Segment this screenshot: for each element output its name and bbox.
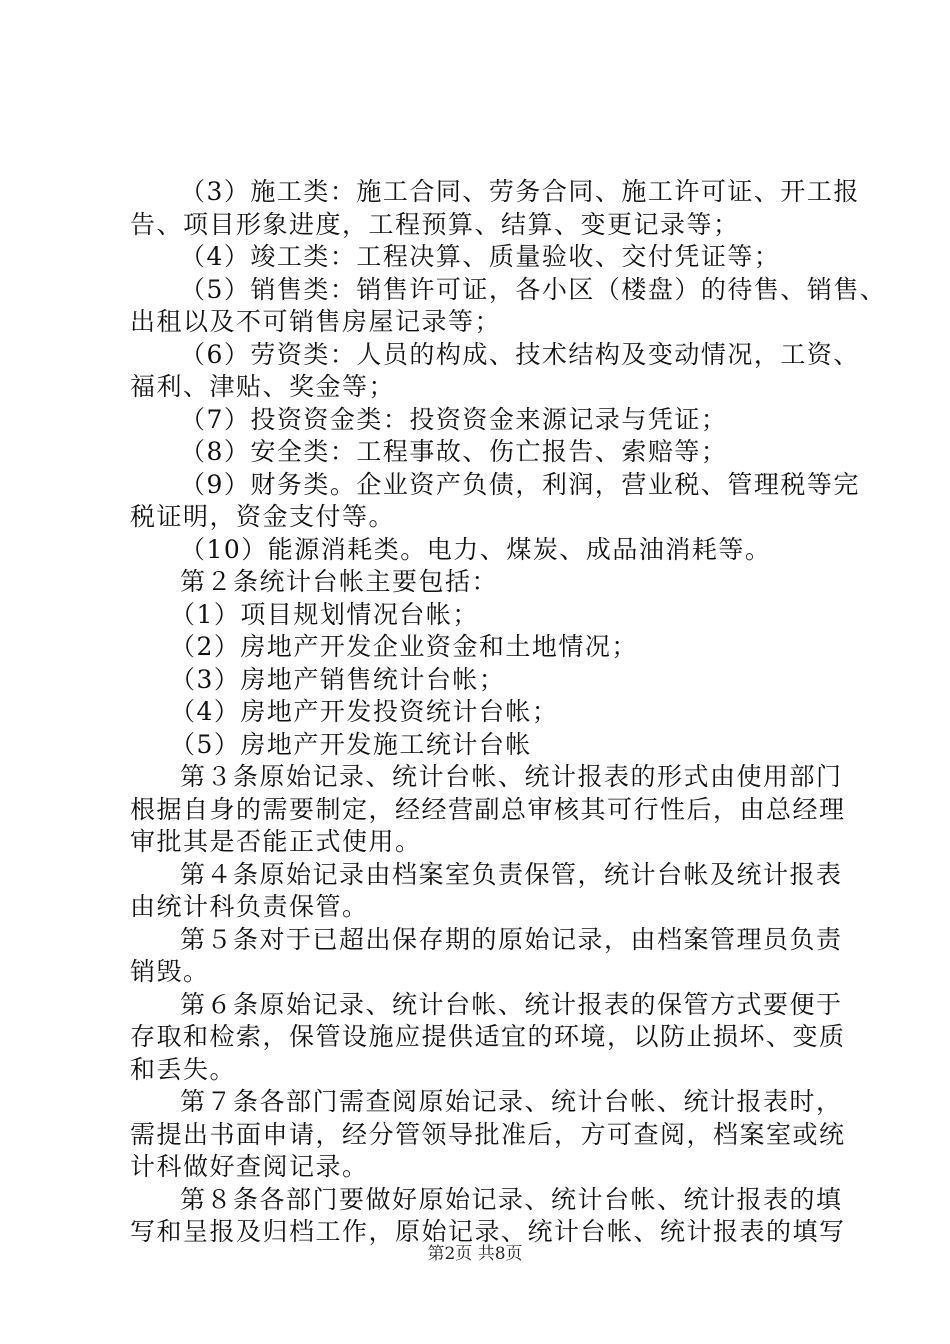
text-line: 由统计科负责保管。 (130, 892, 369, 921)
text-line: （6）劳资类：人员的构成、技术结构及变动情况，工资、 (180, 339, 860, 369)
text-line: （5）房地产开发施工统计台帐 (170, 729, 532, 759)
text-line: （1）项目规划情况台帐； (170, 599, 479, 629)
text-line: （4）竣工类：工程决算、质量验收、交付凭证等； (180, 242, 781, 271)
text-line: （9）财务类。企业资产负债，利润，营业税、管理税等完 (180, 469, 860, 499)
text-line: （5）销售类：销售许可证，各小区（楼盘）的待售、销售、 (180, 274, 887, 304)
text-line: 第２条统计台帐主要包括： (180, 567, 499, 596)
text-line: （10）能源消耗类。电力、煤炭、成品油消耗等。 (180, 534, 772, 564)
text-line: 根据自身的需要制定，经经营副总审核其可行性后，由总经理 (130, 794, 846, 824)
text-line: 和丢失。 (130, 1054, 237, 1084)
text-line: 存取和检索，保管设施应提供适宜的环境，以防止损坏、变质 (130, 1022, 846, 1051)
document-body (130, 176, 887, 1249)
text-line: 第８条各部门要做好原始记录、统计台帐、统计报表的填 (180, 1184, 843, 1214)
text-line: （8）安全类：工程事故、伤亡报告、索赔等； (180, 437, 728, 466)
text-line: 福利、津贴、奖金等； (130, 372, 396, 401)
text-line: 告、项目形象进度，工程预算、结算、变更记录等； (130, 209, 740, 239)
text-line: 计科做好查阅记录。 (130, 1152, 369, 1181)
text-line: 第７条各部门需查阅原始记录、统计台帐、统计报表时， (180, 1087, 843, 1116)
text-line: （4）房地产开发投资统计台帐； (170, 697, 559, 726)
text-line: （2）房地产开发企业资金和土地情况； (170, 632, 638, 661)
text-line: 税证明，资金支付等。 (130, 502, 396, 531)
text-line: 需提出书面申请，经分管领导批准后，方可查阅，档案室或统 (130, 1119, 846, 1149)
text-line: 出租以及不可销售房屋记录等； (130, 307, 502, 336)
text-line: 审批其是否能正式使用。 (130, 827, 422, 856)
text-line: 第４条原始记录由档案室负责保管，统计台帐及统计报表 (180, 859, 843, 889)
text-line: 写和呈报及归档工作，原始记录、统计台帐、统计报表的填写 (130, 1217, 846, 1246)
text-line: （3）房地产销售统计台帐； (170, 664, 506, 694)
text-line: （7）投资资金类：投资资金来源记录与凭证； (180, 404, 728, 434)
text-line: 第５条对于已超出保存期的原始记录，由档案管理员负责 (180, 924, 843, 954)
page-footer: 第2页 共8页 (427, 1244, 523, 1264)
text-line: 第３条原始记录、统计台帐、统计报表的形式由使用部门 (180, 762, 843, 791)
text-line: 销毁。 (130, 957, 210, 986)
text-line: （3）施工类：施工合同、劳务合同、施工许可证、开工报 (180, 177, 860, 206)
text-line: 第６条原始记录、统计台帐、统计报表的保管方式要便于 (180, 989, 843, 1019)
